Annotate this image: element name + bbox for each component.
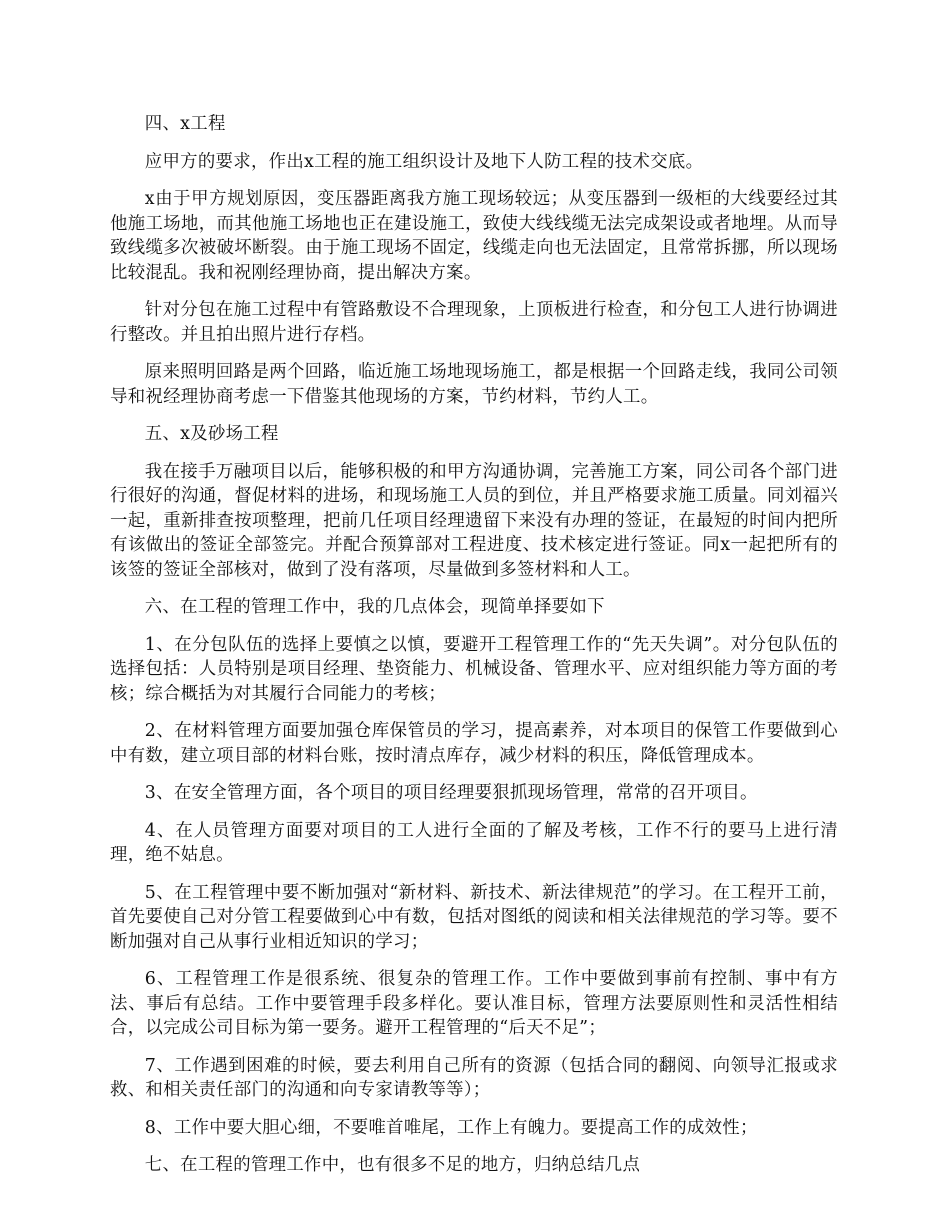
- list-item: 1、在分包队伍的选择上要慎之以慎，要避开工程管理工作的“先天失调”。对分包队伍的选择包括：人员特别是项目经理、垫资能力、机械设备、管理水平、应对组织能力等方面的考核；综合概括为对其履行合同能力的考核；: [110, 634, 838, 704]
- document-body: [110, 112, 838, 1191]
- section-heading-5: 五、x及砂场工程: [144, 424, 279, 444]
- list-item: 6、工程管理工作是很系统、很复杂的管理工作。工作中要做到事前有控制、事中有方法、事后有总结。工作中要管理手段多样化。要认准目标，管理方法要原则性和灵活性相结合，以完成公司目标为第一要务。避开工程管理的“后天不足”；: [110, 969, 838, 1038]
- section-heading-7: 七、在工程的管理工作中，也有很多不足的地方，归纳总结几点: [144, 1155, 641, 1175]
- list-item: 4、在人员管理方面要对项目的工人进行全面的了解及考核，工作不行的要马上进行清理，绝不姑息。: [110, 820, 838, 865]
- list-item: 2、在材料管理方面要加强仓库保管员的学习，提高素养，对本项目的保管工作要做到心中有数，建立项目部的材料台账，按时清点库存，减少材料的积压，降低管理成本。: [110, 721, 838, 766]
- paragraph: 我在接手万融项目以后，能够积极的和甲方沟通协调，完善施工方案，同公司各个部门进行很好的沟通，督促材料的进场，和现场施工人员的到位，并且严格要求施工质量。同刘福兴一起，重新排查按项整理，把前几任项目经理遗留下来没有办理的签证，在最短的时间内把所有该做出的签证全部签完。并配合预算部对工程进度、技术核定进行签证。同x一起把所有的该签的签证全部核对，做到了没有落项，尽量做到多签材料和人工。: [110, 461, 838, 580]
- paragraph: 应甲方的要求，作出x工程的施工组织设计及地下人防工程的技术交底。: [144, 151, 704, 172]
- list-item: 8、工作中要大胆心细，不要唯首唯尾，工作上有魄力。要提高工作的成效性；: [144, 1117, 758, 1138]
- list-item: 5、在工程管理中要不断加强对“新材料、新技术、新法律规范”的学习。在工程开工前，首先要使自己对分管工程要做到心中有数，包括对图纸的阅读和相关法律规范的学习等。要不断加强对自己从事行业相近知识的学习；: [110, 882, 838, 952]
- paragraph: 原来照明回路是两个回路，临近施工场地现场施工，都是根据一个回路走线，我同公司领导和祝经理协商考虑一下借鉴其他现场的方案，节约材料，节约人工。: [110, 362, 838, 407]
- paragraph: x由于甲方规划原因，变压器距离我方施工现场较远；从变压器到一级柜的大线要经过其他施工场地，而其他施工场地也正在建设施工，致使大线线缆无法完成架设或者地埋。从而导致线缆多次被破坏断裂。由于施工现场不固定，线缆走向也无法固定，且常常拆挪，所以现场比较混乱。我和祝刚经理协商，提出解决方案。: [110, 189, 838, 283]
- section-heading-4: 四、x工程: [144, 114, 226, 134]
- list-item: 7、工作遇到困难的时候，要去利用自己所有的资源（包括合同的翻阅、向领导汇报或求救、和相关责任部门的沟通和向专家请教等等）；: [110, 1055, 838, 1100]
- paragraph: 针对分包在施工过程中有管路敷设不合理现象，上顶板进行检查，和分包工人进行协调进行整改。并且拍出照片进行存档。: [110, 300, 838, 345]
- list-item: 3、在安全管理方面，各个项目的项目经理要狠抓现场管理，常常的召开项目。: [144, 783, 758, 803]
- section-heading-6: 六、在工程的管理工作中，我的几点体会，现简单择要如下: [144, 597, 605, 617]
